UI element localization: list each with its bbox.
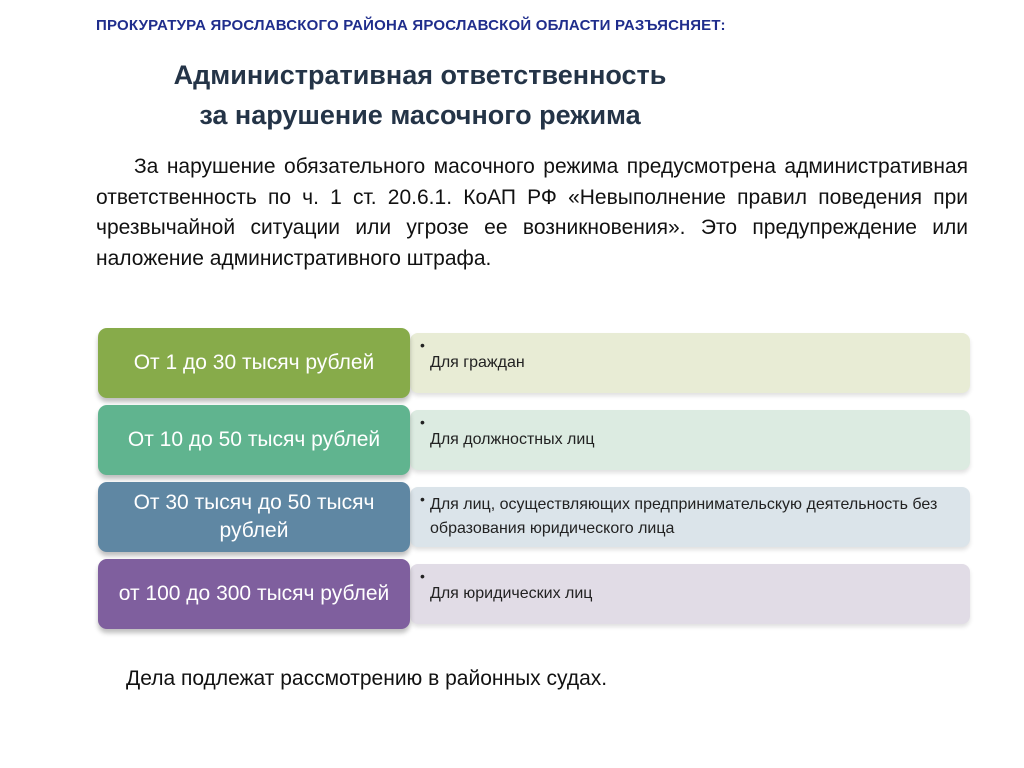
- page-title: [140, 55, 700, 135]
- bullet-icon: •: [420, 337, 425, 353]
- penalty-row: [98, 559, 974, 629]
- row-label-text: Для лиц, осуществляющих предпринимательскую деятельность без образования юридического лица: [430, 496, 938, 537]
- row-label: [420, 487, 960, 547]
- penalty-row: [98, 405, 974, 475]
- row-amount: от 100 до 300 тысяч рублей: [98, 559, 410, 629]
- row-amount: От 1 до 30 тысяч рублей: [98, 328, 410, 398]
- bullet-icon: •: [420, 568, 425, 584]
- penalty-row: [98, 482, 974, 552]
- row-label-text: Для юридических лиц: [430, 585, 593, 602]
- penalty-row: [98, 328, 974, 398]
- title-line-2: за нарушение масочного режима: [199, 100, 641, 130]
- bullet-icon: •: [420, 414, 425, 430]
- row-label: [420, 410, 960, 470]
- title-line-1: Административная ответственность: [173, 60, 667, 90]
- row-label: [420, 333, 960, 393]
- row-label: [420, 564, 960, 624]
- row-amount: От 10 до 50 тысяч рублей: [98, 405, 410, 475]
- footer-note: Дела подлежат рассмотрению в районных судах.: [126, 667, 608, 690]
- row-amount: От 30 тысяч до 50 тысяч рублей: [98, 482, 410, 552]
- bullet-icon: •: [420, 491, 425, 507]
- header-title: ПРОКУРАТУРА ЯРОСЛАВСКОГО РАЙОНА ЯРОСЛАВСКОЙ ОБЛАСТИ РАЗЪЯСНЯЕТ:: [96, 17, 726, 34]
- body-paragraph: За нарушение обязательного масочного режима предусмотрена административная ответственность по ч. 1 ст. 20.6.1. КоАП РФ «Невыполнение правил поведения при чрезвычайной ситуации или угрозе ее возникновения». Это предупреждение или наложение административного штрафа.: [96, 155, 968, 270]
- row-label-text: Для граждан: [430, 354, 525, 371]
- row-label-text: Для должностных лиц: [430, 431, 595, 448]
